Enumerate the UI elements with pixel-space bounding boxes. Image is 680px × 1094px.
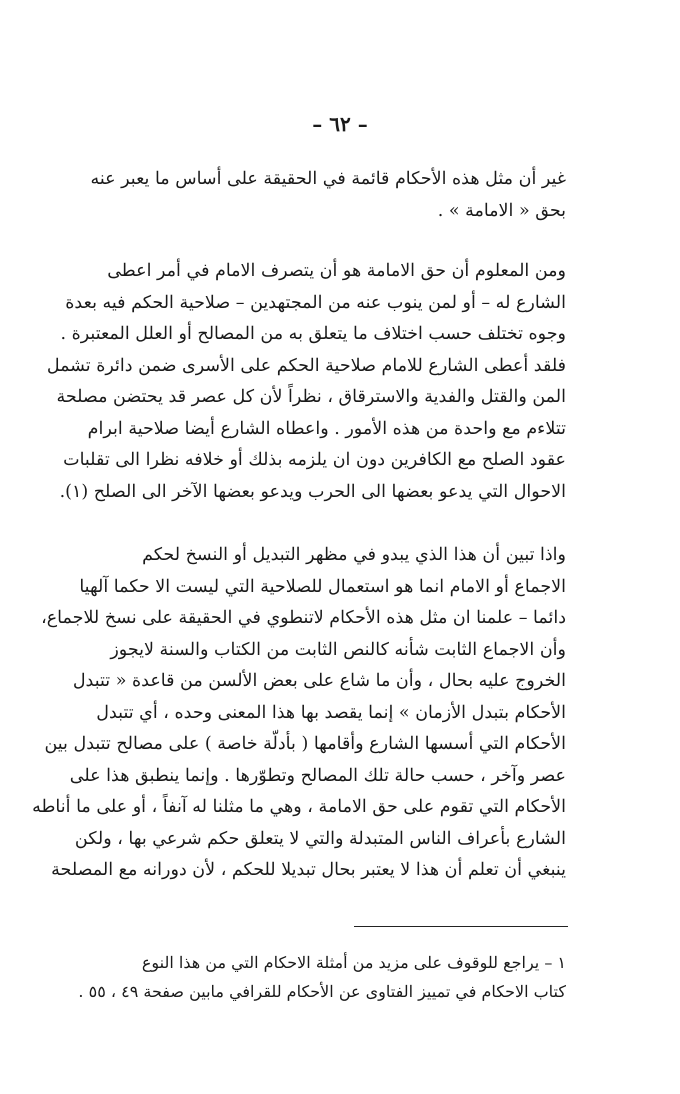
text-line: وأن الاجماع الثابت شأنه كالنص الثابت من الكتاب والسنة لايجوز <box>110 639 566 660</box>
footnote-divider <box>354 926 568 927</box>
text-line: عصر وآخر ، حسب حالة تلك المصالح وتطوّرها . وإنما ينطبق هذا على <box>69 765 566 786</box>
text-line: عقود الصلح مع الكافرين دون ان يلزمه بذلك أو خلافه نظرا الى تقلبات <box>63 450 566 470</box>
text-line: الأحكام التي أسسها الشارع وأقامها ( بأدلّة خاصة ) على مصالح تتبدل بين <box>44 734 566 754</box>
text-line: الاجماع أو الامام انما هو استعمال للصلاحية التي ليست الا حكما آلهيا <box>79 576 566 597</box>
paragraph-2 <box>46 256 566 508</box>
text-line: ومن المعلوم أن حق الامامة هو أن يتصرف الامام في أمر اعطى <box>107 261 566 281</box>
text-line: الأحكام التي تقوم على حق الامامة ، وهي ما مثلنا له آنفاً ، أو على ما أناطه <box>32 797 566 817</box>
text-line: الشارع له – أو لمن ينوب عنه من المجتهدين – صلاحية الحكم فيه بعدة <box>65 292 566 313</box>
text-line: الخروج عليه بحال ، وأن ما شاع على بعض الألسن من قاعدة « تتبدل <box>72 671 566 691</box>
page-number: – ٦٢ – <box>312 112 368 136</box>
text-line: الأحكام بتبدل الأزمان » إنما يقصد بها هذا المعنى وحده ، أي تتبدل <box>96 702 566 723</box>
text-line: الشارع بأعراف الناس المتبدلة والتي لا يتعلق حكم شرعي بها ، ولكن <box>74 828 566 849</box>
text-line: واذا تبين أن هذا الذي يبدو في مظهر التبديل أو النسخ لحكم <box>142 545 566 565</box>
text-line: بحق « الامامة » . <box>437 200 566 221</box>
paragraph-1 <box>62 164 566 227</box>
text-line: وجوه تختلف حسب اختلاف ما يتعلق به من المصالح أو العلل المعتبرة . <box>60 324 566 344</box>
footnote-line: كتاب الاحكام في تمييز الفتاوى عن الأحكام للقرافي مابين صفحة ٤٩ ، ٥٥ . <box>78 982 566 1001</box>
text-line: ينبغي أن تعلم أن هذا لا يعتبر بحال تبديلا للحكم ، لأن دورانه مع المصلحة <box>51 860 566 880</box>
text-line: المن والقتل والفدية والاسترقاق ، نظراً لأن كل عصر قد يحتضن مصلحة <box>56 387 566 407</box>
text-line: غير أن مثل هذه الأحكام قائمة في الحقيقة على أساس ما يعبر عنه <box>90 169 566 189</box>
text-line: الاحوال التي يدعو بعضها الى الحرب ويدعو بعضها الآخر الى الصلح (١). <box>59 481 566 502</box>
footnotes <box>62 948 566 1006</box>
text-line: فلقد أعطى الشارع للامام صلاحية الحكم على الأسرى ضمن دائرة تشمل <box>46 355 566 376</box>
paragraph-3 <box>32 540 566 887</box>
footnote-line: ١ – يراجع للوقوف على مزيد من أمثلة الاحكام التي من هذا النوع <box>141 953 566 972</box>
text-line: تتلاءم مع واحدة من هذه الأمور . واعطاه الشارع أيضا صلاحية ابرام <box>87 418 566 439</box>
text-line: دائما – علمنا ان مثل هذه الأحكام لاتنطوي في الحقيقة على نسخ للاجماع، <box>41 608 566 628</box>
